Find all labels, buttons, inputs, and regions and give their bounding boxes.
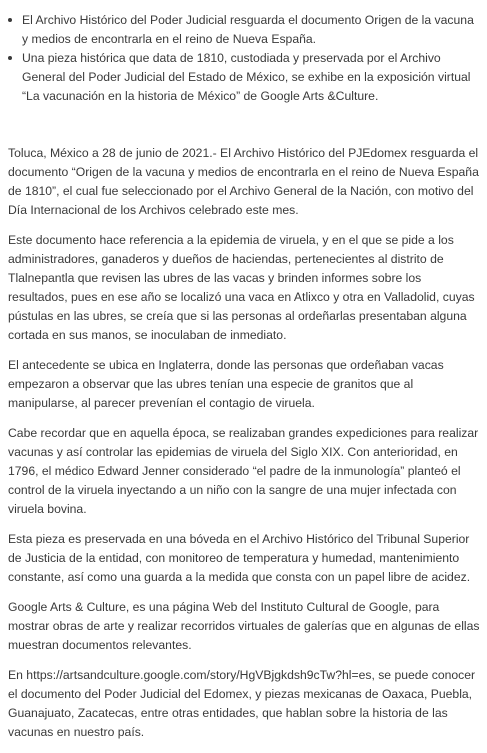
article-paragraph: Google Arts & Culture, es una página Web del Instituto Cultural de Google, para mostrar obras de arte y realizar recorridos virtuales de galerías que en algunas de ellas muestran documentos relevantes. [8, 600, 480, 652]
article-paragraph: Cabe recordar que en aquella época, se realizaban grandes expediciones para realizar vacunas y así controlar las epidemias de viruela del Siglo XIX. Con anterioridad, en 1796, el médico Edward Jenner considerado “el padre de la inmunología” planteó el control de la viruela inyectando a un niño con la sangre de una mujer infectada con viruela bovina. [8, 426, 479, 516]
article-paragraph: Este documento hace referencia a la epidemia de viruela, y en el que se pide a los administradores, ganaderos y dueños de haciendas, pertenecientes al distrito de Tlalnepantla que revisen las ubres de las vacas y brinden informes sobre los resultados, pues en ese año se localizó una vaca en Atlixco y otra en Valladolid, cuyas pústulas en las ubres, se creía que si las personas al ordeñarlas presentaban alguna cortada en sus manos, se inoculaban de inmediato. [8, 233, 475, 342]
article-paragraph: En https://artsandculture.google.com/story/HgVBjgkdsh9cTw?hl=es, se puede conocer el documento del Poder Judicial del Edomex, y piezas mexicanas de Oaxaca, Puebla, Guanajuato, Zacatecas, entre otras entidades, que hablan sobre la historia de las vacunas en nuestro país. [8, 668, 476, 739]
bullet-dot-icon [8, 18, 12, 22]
article-paragraph: Esta pieza es preservada en una bóveda en el Archivo Histórico del Tribunal Superior de Justicia de la entidad, con monitoreo de temperatura y humedad, mantenimiento constante, así como una guarda a la medida que consta con un papel libre de acidez. [8, 532, 471, 584]
article-paragraph: El antecedente se ubica en Inglaterra, donde las personas que ordeñaban vacas empezaron a observar que las ubres tenían una especie de granitos que al manipularse, al parecer prevenían el contagio de viruela. [8, 358, 444, 410]
summary-bullet-text: Una pieza histórica que data de 1810, custodiada y preservada por el Archivo General del Poder Judicial del Estado de México, se exhibe en la exposición virtual “La vacunación en la historia de México” de Google Arts &Culture. [22, 51, 471, 103]
summary-bullet-item [0, 11, 479, 49]
bullet-dot-icon [8, 56, 12, 60]
article-paragraph-dateline: Toluca, México a 28 de junio de 2021.- El Archivo Histórico del PJEdomex resguarda el documento “Origen de la vacuna y medios de encontrarla en el reino de Nueva España de 1810”, el cual fue seleccionado por el Archivo General de la Nación, con motivo del Día Internacional de los Archivos celebrado este mes. [8, 146, 479, 217]
summary-bullet-list [0, 11, 479, 106]
summary-bullet-item [0, 49, 479, 106]
summary-bullet-text: El Archivo Histórico del Poder Judicial resguarda el documento Origen de la vacuna y medios de encontrarla en el reino de Nueva España. [22, 13, 474, 46]
article-body [8, 144, 481, 753]
